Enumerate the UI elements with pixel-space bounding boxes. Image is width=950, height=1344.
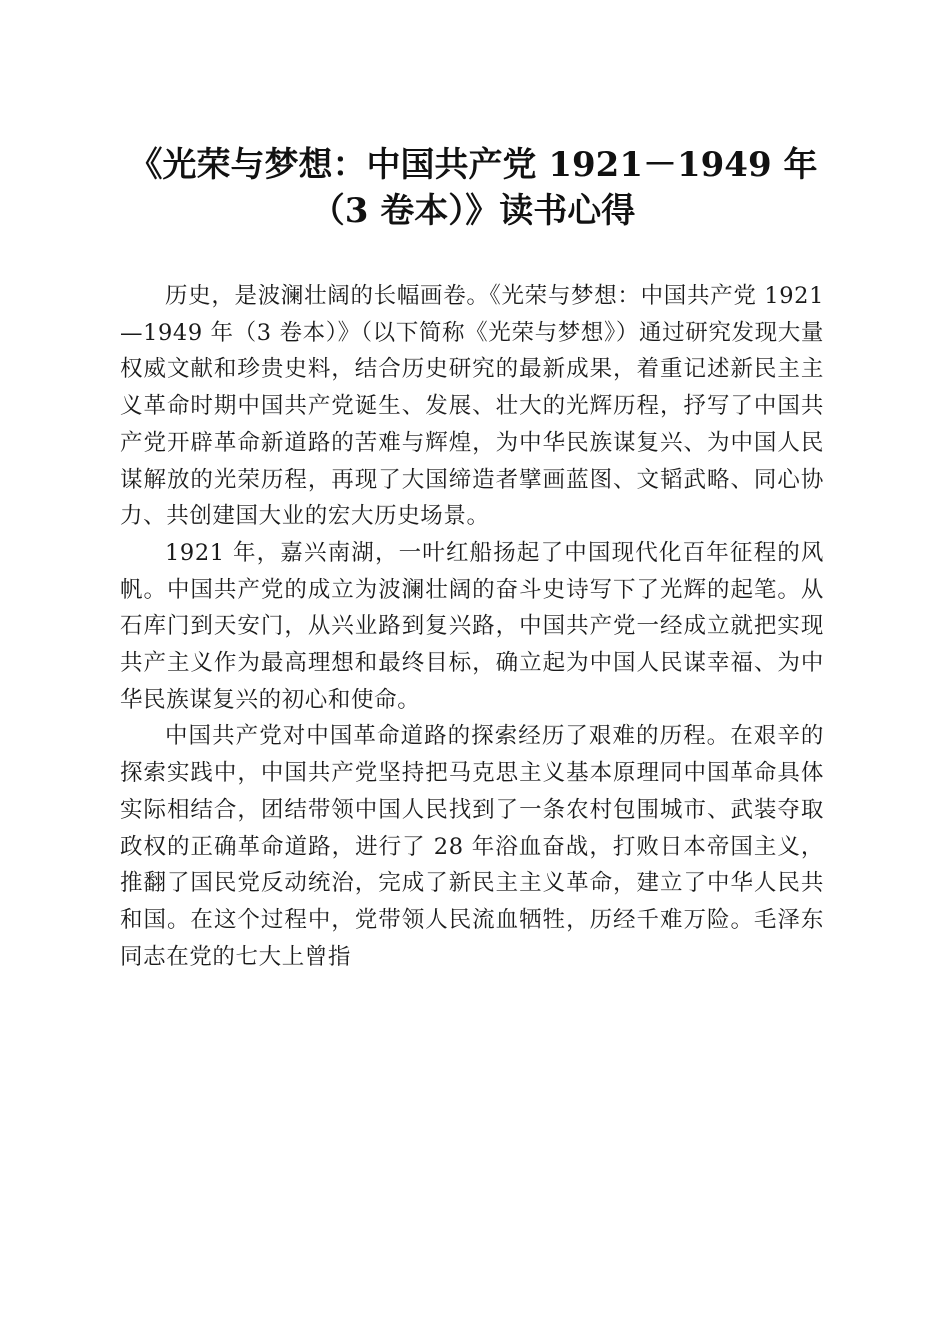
document-title: 《光荣与梦想：中国共产党 1921－1949 年（3 卷本）》读书心得 — [128, 145, 818, 231]
paragraph-1: 历史，是波澜壮阔的长幅画卷。《光荣与梦想：中国共产党 1921—1949 年（3 卷本）》（以下简称《光荣与梦想》）通过研究发现大量权威文献和珍贵史料，结合历史研究的最新成果，着重记述新民主主义革命时期中国共产党诞生、发展、壮大的光辉历程，抒写了中国共产党开辟革命新道路的苦难与辉煌，为中华民族谋复兴、为中国人民谋解放的光荣历程，再现了大国缔造者擘画蓝图、文韬武略、同心协力、共创建国大业的宏大历史场景。 — [120, 283, 824, 530]
document-body — [120, 278, 824, 975]
paragraph-3: 中国共产党对中国革命道路的探索经历了艰难的历程。在艰辛的探索实践中，中国共产党坚持把马克思主义基本原理同中国革命具体实际相结合，团结带领中国人民找到了一条农村包围城市、武装夺取政权的正确革命道路，进行了 28 年浴血奋战，打败日本帝国主义，推翻了国民党反动统治，完成了新民主主义革命，建立了中华人民共和国。在这个过程中，党带领人民流血牺牲，历经千难万险。毛泽东同志在党的七大上曾指 — [120, 723, 824, 970]
paragraph-2: 1921 年，嘉兴南湖，一叶红船扬起了中国现代化百年征程的风帆。中国共产党的成立为波澜壮阔的奋斗史诗写下了光辉的起笔。从石库门到天安门，从兴业路到复兴路，中国共产党一经成立就把实现共产主义作为最高理想和最终目标，确立起为中国人民谋幸福、为中华民族谋复兴的初心和使命。 — [120, 539, 824, 713]
